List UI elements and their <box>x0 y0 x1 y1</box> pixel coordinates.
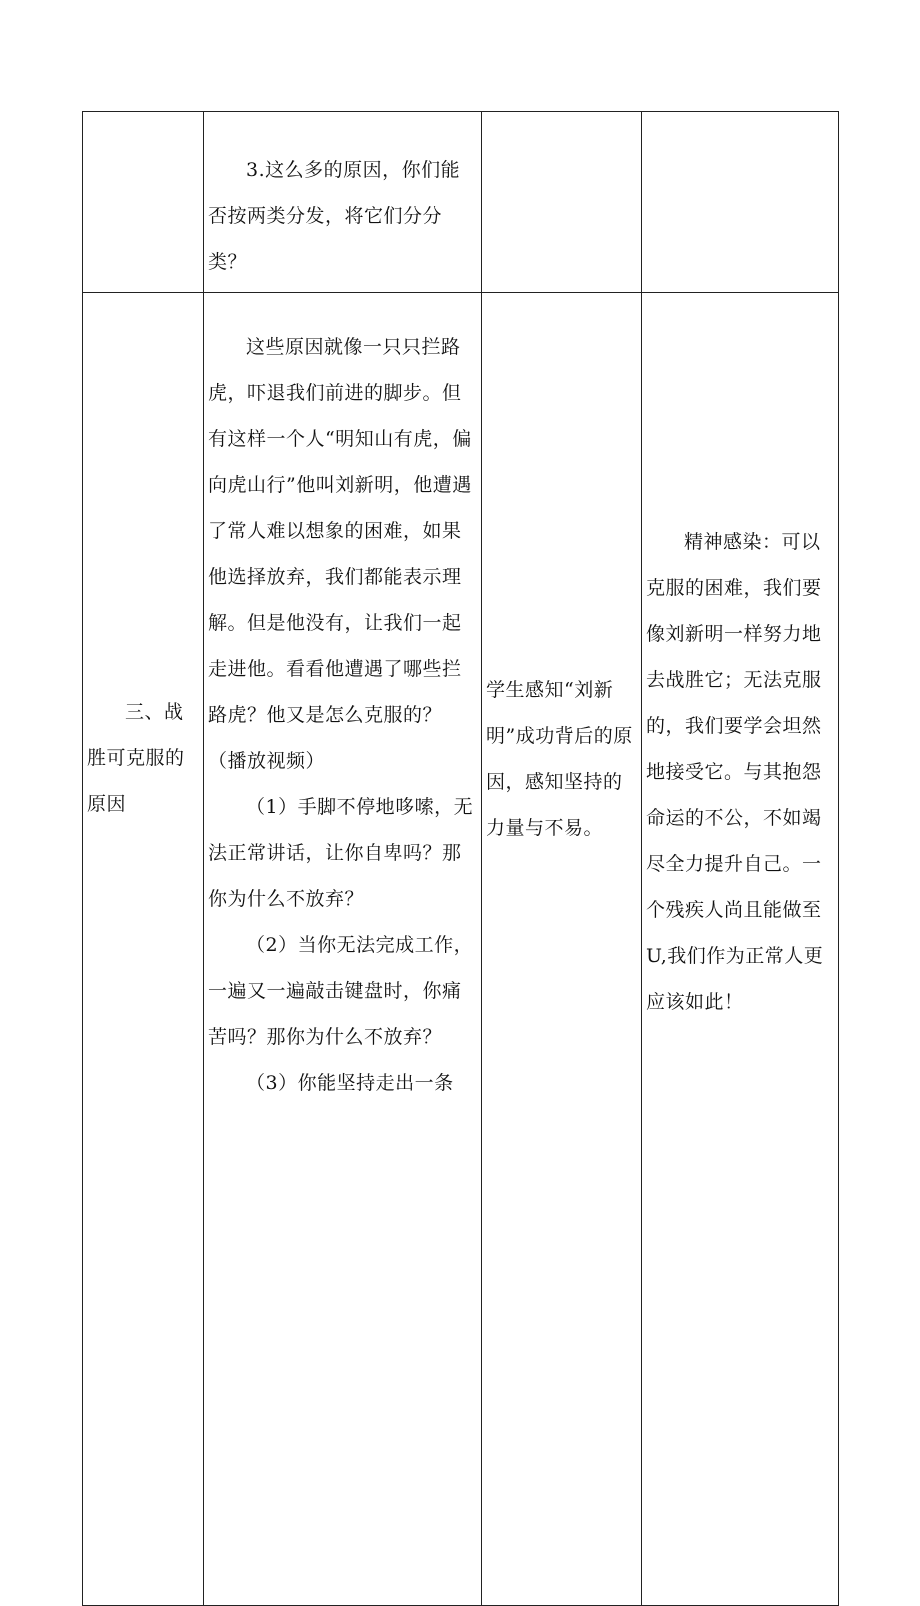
student-activity-cell <box>482 112 642 293</box>
content-paragraph: 这些原因就像一只只拦路虎，吓退我们前进的脚步。但有这样一个人“明知山有虎，偏向虎山行”他叫刘新明，他遭遇了常人难以想象的困难，如果他选择放弃，我们都能表示理解。但是他没有，让我们一起走进他。看看他遭遇了哪些拦路虎？他又是怎么克服的？（播放视频） <box>208 336 472 772</box>
content-paragraph: （3）你能坚持走出一条 <box>246 1072 454 1094</box>
teaching-content-cell <box>204 112 482 293</box>
design-intent-text: 精神感染：可以克服的困难，我们要像刘新明一样努力地去战胜它；无法克服的，我们要学会坦然地接受它。与其抱怨命运的不公，不如竭尽全力提升自己。一个残疾人尚且能做至U,我们作为正常人更应该如此！ <box>646 531 824 1013</box>
table-row <box>83 293 839 1606</box>
section-cell <box>83 293 204 1606</box>
content-paragraph: （1）手脚不停地哆嗦，无法正常讲话，让你自卑吗？那你为什么不放弃？ <box>208 796 474 910</box>
table-row <box>83 112 839 293</box>
teaching-content-cell <box>204 293 482 1606</box>
content-paragraph: 3.这么多的原因，你们能否按两类分发，将它们分分类？ <box>208 159 461 273</box>
section-title: 三、战胜可克服的原因 <box>87 701 185 815</box>
lesson-plan-table <box>82 111 839 1606</box>
design-intent-cell <box>642 112 839 293</box>
student-activity-text: 学生感知“刘新明”成功背后的原因，感知坚持的力量与不易。 <box>486 679 633 839</box>
student-activity-cell <box>482 293 642 1606</box>
section-cell <box>83 112 204 293</box>
content-paragraph: （2）当你无法完成工作，一遍又一遍敲击键盘时，你痛苦吗？那你为什么不放弃？ <box>208 934 474 1048</box>
design-intent-cell <box>642 293 839 1606</box>
